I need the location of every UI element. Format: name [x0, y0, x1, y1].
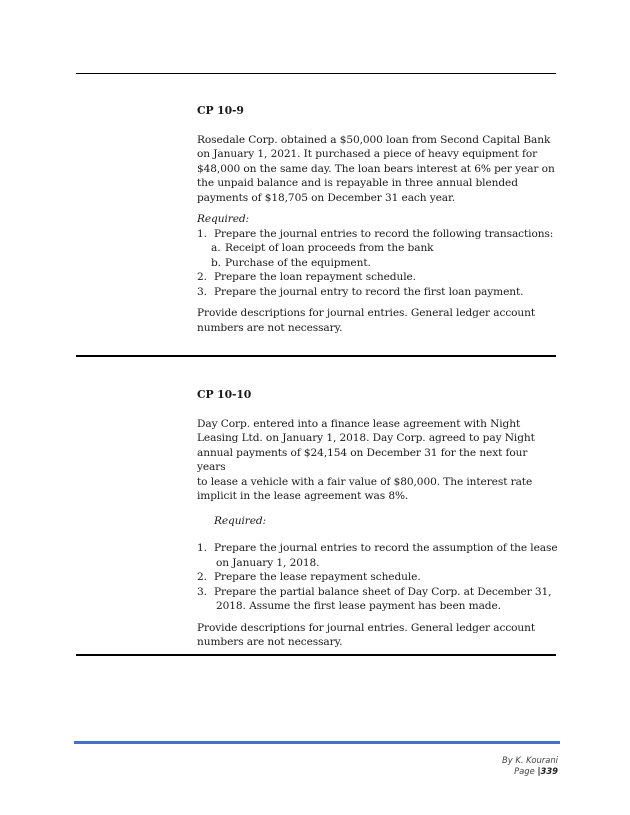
section-divider [76, 355, 556, 357]
intro-line: to lease a vehicle with a fair value of $80,000. The interest rate [197, 475, 533, 488]
footer-author: By K. Kourani [501, 755, 558, 765]
item-text: Prepare the partial balance sheet of Day Corp. at December 31, [214, 585, 552, 598]
requirements-list [197, 541, 559, 614]
required-label: Required: [197, 213, 250, 225]
intro-line: the unpaid balance and is repayable in three annual blended [197, 177, 518, 189]
list-item [197, 570, 559, 585]
closing-note [197, 621, 559, 650]
sub-item-text: Purchase of the equipment. [225, 256, 371, 269]
item-text-continued: on January 1, 2018. [216, 556, 320, 569]
spacer [197, 299, 559, 306]
item-number: 1. [197, 227, 207, 240]
list-item [197, 227, 559, 271]
closing-line: Provide descriptions for journal entries. General ledger account [197, 621, 536, 634]
item-text: Prepare the journal entry to record the first loan payment. [214, 285, 524, 298]
problem-intro [197, 417, 559, 504]
sub-item-text: Receipt of loan proceeds from the bank [225, 242, 434, 254]
problem-title: CP 10-10 [197, 388, 252, 401]
spacer [197, 528, 559, 541]
item-text: Prepare the lease repayment schedule. [214, 571, 421, 583]
problem-intro [197, 133, 559, 206]
bottom-divider [76, 654, 556, 656]
closing-line: numbers are not necessary. [197, 636, 343, 648]
sub-item [197, 256, 559, 271]
list-item [197, 285, 559, 300]
item-number: 3. [197, 285, 207, 298]
page-separator: | [537, 766, 541, 776]
spacer [197, 614, 559, 621]
list-item [197, 541, 559, 570]
intro-line: Leasing Ltd. on January 1, 2018. Day Corp. agreed to pay Night [197, 432, 535, 444]
footer-rule [74, 741, 560, 744]
item-number: 1. [197, 542, 207, 554]
page-label: Page [514, 766, 535, 776]
item-number: 2. [197, 571, 207, 583]
intro-line: Day Corp. entered into a finance lease agreement with Night [197, 417, 521, 430]
sub-item-letter: a. [211, 242, 221, 254]
requirements-list [197, 227, 559, 300]
sub-item [197, 241, 559, 256]
sub-list [197, 241, 559, 270]
intro-line: payments of $18,705 on December 31 each year. [197, 191, 456, 204]
spacer [197, 205, 559, 212]
list-item [197, 585, 559, 614]
intro-line: $48,000 on the same day. The loan bears interest at 6% per year on [197, 162, 555, 175]
item-text: Prepare the journal entries to record the following transactions: [214, 227, 554, 240]
sub-item-letter: b. [211, 256, 221, 269]
intro-line: on January 1, 2021. It purchased a piece of heavy equipment for [197, 148, 538, 160]
item-text-continued: 2018. Assume the first lease payment has been made. [216, 600, 501, 612]
spacer [197, 504, 559, 514]
closing-line: numbers are not necessary. [197, 321, 343, 334]
top-divider [76, 73, 556, 74]
closing-note [197, 306, 559, 335]
page-footer [502, 755, 558, 777]
intro-line: Rosedale Corp. obtained a $50,000 loan from Second Capital Bank [197, 133, 551, 146]
item-number: 3. [197, 585, 207, 598]
intro-line: annual payments of $24,154 on December 31 for the next four years [197, 446, 528, 473]
required-label: Required: [214, 514, 267, 527]
item-number: 2. [197, 271, 207, 283]
problem-cp-10-10 [197, 388, 559, 650]
list-item [197, 270, 559, 285]
problem-title: CP 10-9 [197, 104, 244, 117]
problem-cp-10-9 [197, 104, 559, 335]
closing-line: Provide descriptions for journal entries. General ledger account [197, 307, 536, 319]
item-text: Prepare the loan repayment schedule. [214, 271, 416, 283]
item-text: Prepare the journal entries to record the assumption of the lease [214, 542, 558, 554]
footer-page [502, 766, 558, 777]
page-number: 339 [540, 766, 558, 776]
intro-line: implicit in the lease agreement was 8%. [197, 490, 409, 502]
